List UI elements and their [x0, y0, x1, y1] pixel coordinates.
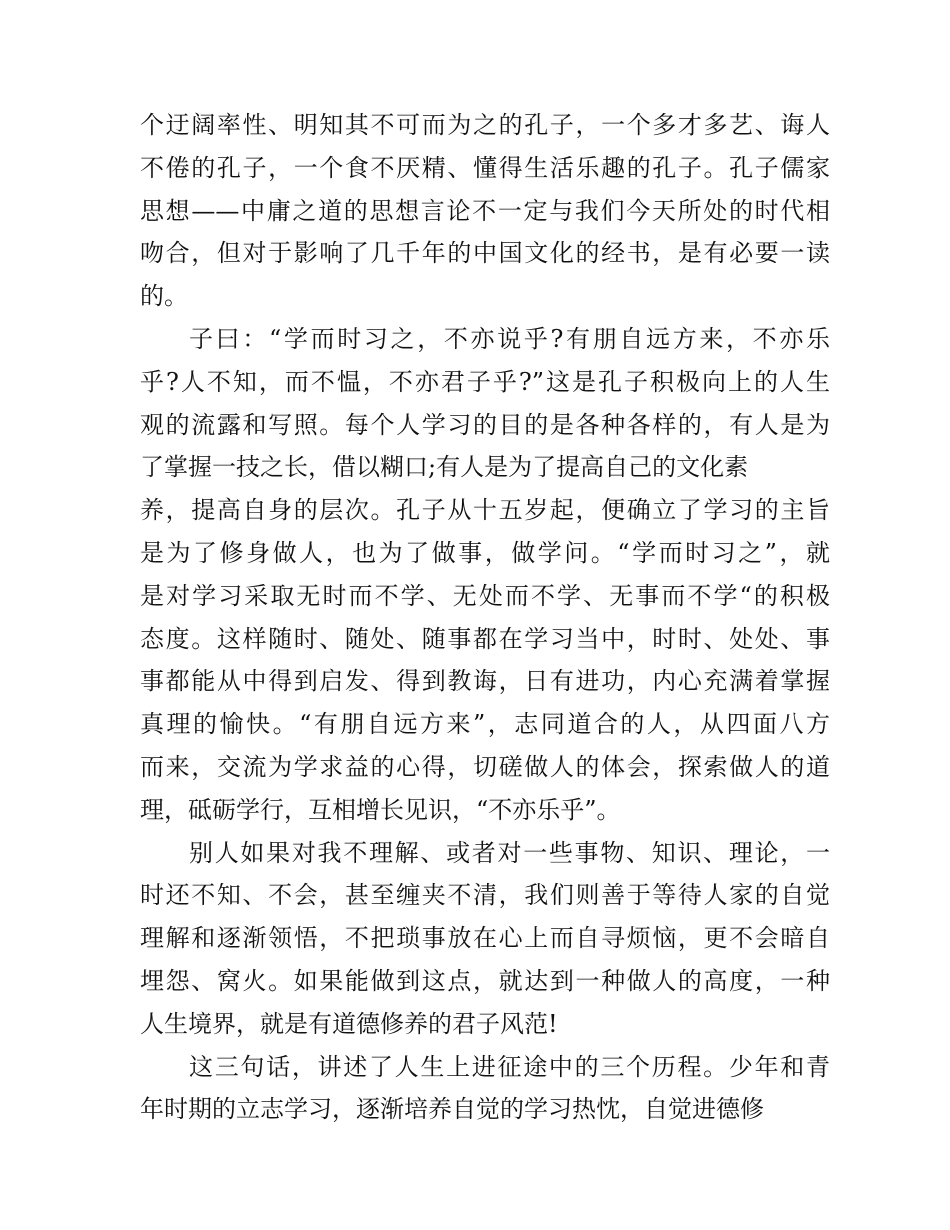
paragraph — [140, 104, 830, 318]
text-line: 养，提高自身的层次。孔子从十五岁起，便确立了学习的主旨 — [140, 496, 830, 525]
text-line: 子曰：“学而时习之，不亦说乎?有朋自远方来，不亦乐 — [189, 324, 830, 353]
paragraph — [140, 318, 830, 832]
text-line: 乎?人不知，而不愠，不亦君子乎?”这是孔子积极向上的人生 — [140, 367, 830, 396]
text-line: 理，砥砺学行，互相增长见识，“不亦乐乎”。 — [140, 795, 621, 824]
text-line: 不倦的孔子，一个食不厌精、懂得生活乐趣的孔子。孔子儒家 — [140, 153, 830, 182]
text-line: 了掌握一技之长，借以糊口;有人是为了提高自己的文化素 — [140, 453, 749, 482]
text-line: 理解和逐渐领悟，不把琐事放在心上而自寻烦恼，更不会暗自 — [140, 924, 830, 953]
paragraph — [140, 832, 830, 1046]
paragraph — [140, 1046, 830, 1132]
body-text — [140, 104, 830, 1131]
text-line: 观的流露和写照。每个人学习的目的是各种各样的，有人是为 — [140, 410, 830, 439]
text-line: 是对学习采取无时而不学、无处而不学、无事而不学“的积极 — [140, 581, 830, 610]
text-line: 是为了修身做人，也为了做事，做学问。“学而时习之”，就 — [140, 538, 830, 567]
text-line: 个迂阔率性、明知其不可而为之的孔子，一个多才多艺、诲人 — [140, 111, 830, 139]
text-line: 事都能从中得到启发、得到教诲，日有进功，内心充满着掌握 — [140, 667, 830, 696]
text-line: 年时期的立志学习，逐渐培养自觉的学习热忱，自觉进德修 — [140, 1095, 764, 1124]
text-line: 吻合，但对于影响了几千年的中国文化的经书，是有必要一读 — [140, 239, 830, 268]
text-line: 这三句话，讲述了人生上进征途中的三个历程。少年和青 — [189, 1052, 830, 1081]
text-line: 别人如果对我不理解、或者对一些事物、知识、理论，一 — [189, 838, 830, 867]
text-line: 时还不知、不会，甚至缠夹不清，我们则善于等待人家的自觉 — [140, 881, 830, 910]
text-line: 而来，交流为学求益的心得，切磋做人的体会，探索做人的道 — [140, 752, 830, 781]
text-line: 人生境界，就是有道德修养的君子风范! — [140, 1009, 558, 1038]
text-line: 真理的愉快。“有朋自远方来”，志同道合的人，从四面八方 — [140, 710, 830, 739]
text-line: 埋怨、窝火。如果能做到这点，就达到一种做人的高度，一种 — [140, 966, 830, 995]
text-line: 思想——中庸之道的思想言论不一定与我们今天所处的时代相 — [140, 196, 830, 225]
text-line: 态度。这样随时、随处、随事都在学习当中，时时、处处、事 — [140, 624, 830, 653]
text-line: 的。 — [140, 282, 188, 311]
